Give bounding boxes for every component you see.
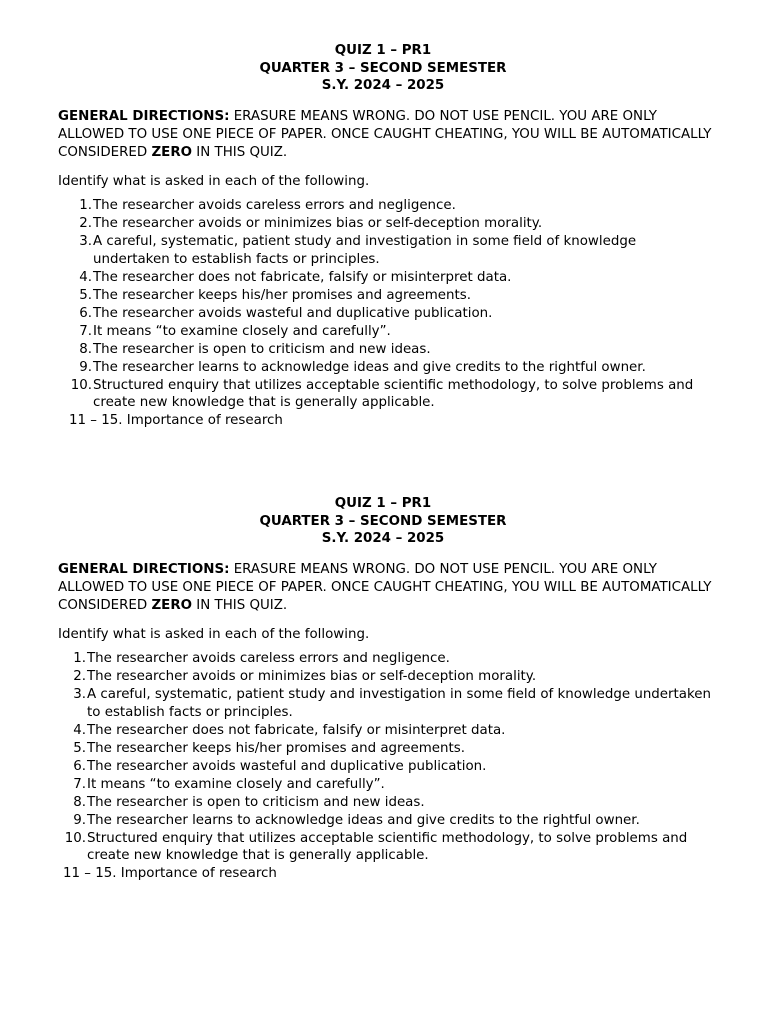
directions-text-end: IN THIS QUIZ.: [192, 144, 288, 160]
question-text: It means “to examine closely and carefully”.: [93, 323, 391, 339]
quiz-title: QUIZ 1 – PR1: [334, 43, 432, 58]
question-number: 4.: [79, 270, 92, 286]
question-number: 1.: [79, 198, 92, 214]
question-item: [58, 668, 713, 686]
quiz-school-year: S.Y. 2024 – 2025: [321, 78, 445, 94]
question-text: The researcher avoids wasteful and duplicative publication.: [87, 758, 487, 774]
question-item: [58, 740, 713, 758]
general-directions: [58, 561, 713, 614]
question-number: 10.: [70, 377, 92, 393]
question-text: The researcher avoids careless errors and negligence.: [87, 651, 450, 667]
question-item: [58, 305, 713, 323]
question-number: 3.: [73, 687, 86, 703]
directions-text: ERASURE MEANS WRONG. DO NOT USE PENCIL. YOU ARE ONLY ALLOWED TO USE ONE PIECE OF PAPER. ONCE CAUGHT CHEATING, YOU WILL BE AUTOMATICALLY CONSIDERED: [58, 109, 712, 160]
question-item: [58, 794, 713, 812]
question-text: The researcher avoids careless errors and negligence.: [93, 198, 456, 214]
question-number: 10.: [64, 830, 86, 846]
question-item: [58, 287, 713, 305]
question-number: 5.: [79, 287, 92, 303]
instruction-line: Identify what is asked in each of the following.: [58, 627, 370, 643]
question-number: 6.: [79, 305, 92, 321]
question-text: A careful, systematic, patient study and investigation in some field of knowledge undertaken to establish facts or principles.: [87, 687, 712, 721]
question-text: It means “to examine closely and carefully”.: [87, 776, 385, 792]
question-list: [58, 650, 713, 883]
question-item: [58, 830, 713, 866]
question-item: [58, 359, 713, 377]
question-text: The researcher avoids or minimizes bias or self-deception morality.: [93, 216, 543, 232]
question-item: [58, 215, 713, 233]
question-text: The researcher learns to acknowledge ideas and give credits to the rightful owner.: [93, 359, 646, 375]
question-number: 1.: [73, 651, 86, 667]
question-number: 6.: [73, 758, 86, 774]
question-number: 2.: [79, 216, 92, 232]
question-number: 7.: [73, 776, 86, 792]
question-item: [58, 650, 713, 668]
question-text: The researcher is open to criticism and new ideas.: [87, 794, 425, 810]
question-number: 8.: [73, 794, 86, 810]
quiz-quarter: QUARTER 3 – SECOND SEMESTER: [259, 60, 507, 76]
directions-label: GENERAL DIRECTIONS:: [58, 109, 230, 125]
question-number: 3.: [79, 234, 92, 250]
question-number: 5.: [73, 740, 86, 756]
question-item: [58, 341, 713, 359]
quiz-header: [58, 42, 708, 95]
question-item: [58, 269, 713, 287]
question-number: 9.: [73, 812, 86, 828]
general-directions: [58, 108, 713, 161]
directions-zero: ZERO: [151, 144, 193, 160]
quiz-school-year: S.Y. 2024 – 2025: [321, 531, 445, 547]
question-text: The researcher is open to criticism and new ideas.: [93, 341, 431, 357]
question-item: [58, 197, 713, 215]
quiz-title: QUIZ 1 – PR1: [334, 496, 432, 511]
question-text: The researcher does not fabricate, falsify or misinterpret data.: [87, 723, 506, 739]
quiz-quarter: QUARTER 3 – SECOND SEMESTER: [259, 513, 507, 529]
question-number: 8.: [79, 341, 92, 357]
question-text: The researcher learns to acknowledge ideas and give credits to the rightful owner.: [87, 812, 640, 828]
question-item: [58, 776, 713, 794]
question-text: The researcher keeps his/her promises and agreements.: [93, 287, 471, 303]
question-range-item: 11 – 15. Importance of research: [69, 413, 283, 429]
instruction-line: Identify what is asked in each of the following.: [58, 174, 370, 190]
question-range-item: 11 – 15. Importance of research: [63, 866, 277, 882]
question-number: 4.: [73, 723, 86, 739]
question-text: Structured enquiry that utilizes acceptable scientific methodology, to solve problems and create new knowledge that is generally applicable.: [93, 377, 694, 411]
question-item: [58, 233, 713, 269]
question-number: 7.: [79, 323, 92, 339]
question-text: The researcher avoids or minimizes bias or self-deception morality.: [87, 669, 537, 685]
question-number: 9.: [79, 359, 92, 375]
question-text: Structured enquiry that utilizes acceptable scientific methodology, to solve problems and create new knowledge that is generally applicable.: [87, 830, 688, 864]
directions-text: ERASURE MEANS WRONG. DO NOT USE PENCIL. YOU ARE ONLY ALLOWED TO USE ONE PIECE OF PAPER. ONCE CAUGHT CHEATING, YOU WILL BE AUTOMATICALLY CONSIDERED: [58, 562, 712, 613]
question-text: The researcher keeps his/her promises and agreements.: [87, 740, 465, 756]
quiz-sheet-top: [58, 42, 713, 430]
quiz-header: [58, 495, 708, 548]
question-number: 2.: [73, 669, 86, 685]
quiz-sheet-bottom: [58, 495, 713, 883]
question-item: [58, 722, 713, 740]
question-list: [58, 197, 713, 430]
question-text: The researcher avoids wasteful and duplicative publication.: [93, 305, 493, 321]
directions-label: GENERAL DIRECTIONS:: [58, 562, 230, 578]
question-item: [58, 686, 713, 722]
question-text: The researcher does not fabricate, falsify or misinterpret data.: [93, 270, 512, 286]
directions-text-end: IN THIS QUIZ.: [192, 597, 288, 613]
question-item: [58, 812, 713, 830]
question-item: [58, 377, 713, 413]
directions-zero: ZERO: [151, 597, 193, 613]
question-text: A careful, systematic, patient study and investigation in some field of knowledge undertaken to establish facts or principles.: [93, 234, 637, 268]
question-item: [58, 758, 713, 776]
question-item: [58, 323, 713, 341]
